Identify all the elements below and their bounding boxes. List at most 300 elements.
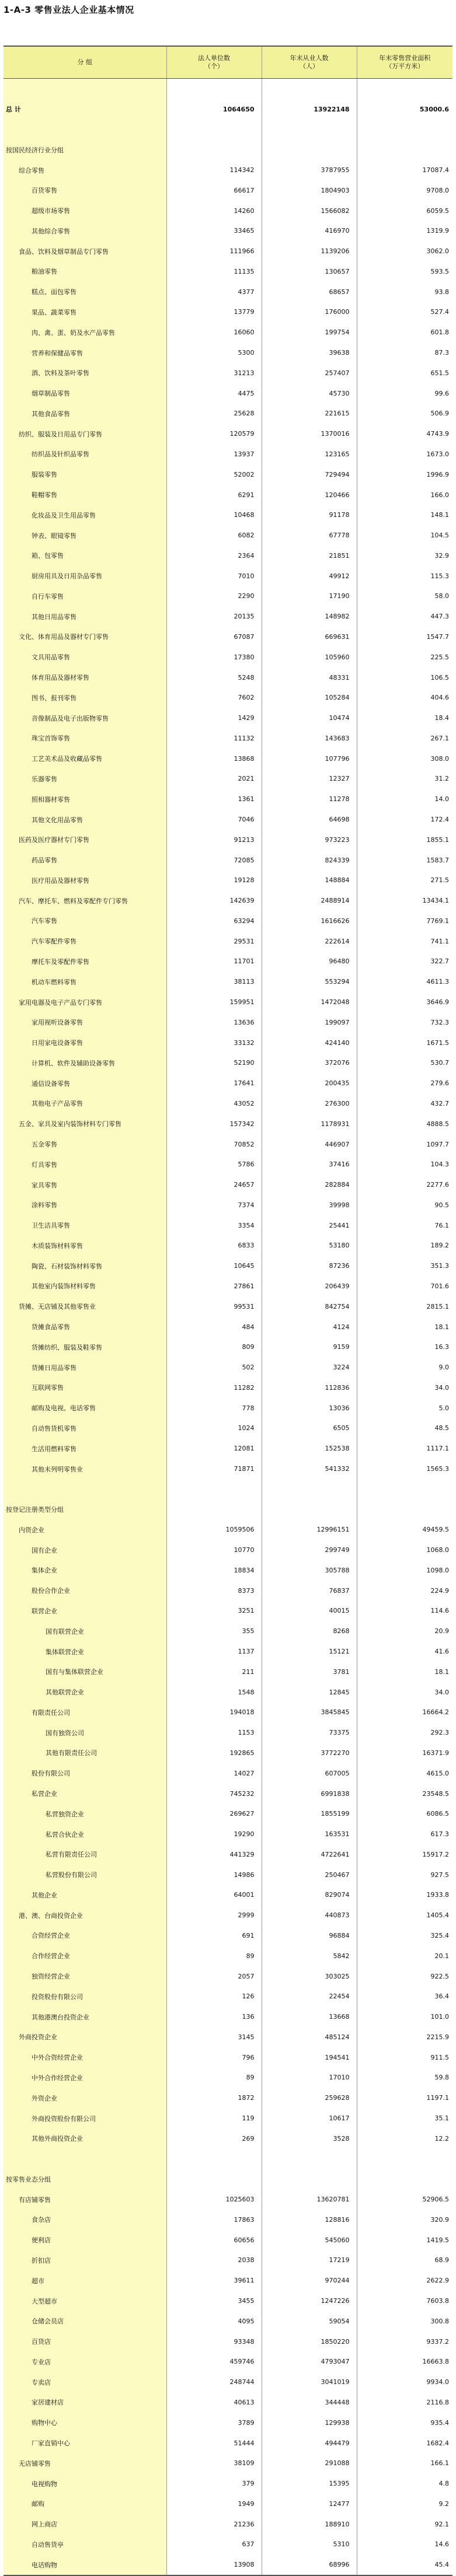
- row-units: 2038: [166, 2250, 262, 2271]
- table-row: [4, 1560, 452, 1581]
- row-label: 厂家直销中心: [4, 2433, 166, 2453]
- row-area: 12.2: [434, 2134, 449, 2142]
- row-units: 38113: [166, 971, 262, 992]
- row-employees: 416970: [262, 221, 357, 241]
- row-label: 中外合作经营企业: [4, 2068, 166, 2088]
- row-area: 1933.8: [426, 1891, 449, 1899]
- row-area: 148.1: [430, 511, 449, 519]
- row-label: 家具零售: [4, 1175, 166, 1195]
- table-row: [4, 1418, 452, 1439]
- row-employees: 76837: [262, 1581, 357, 1601]
- table-row: [4, 2047, 452, 2068]
- row-area: 1419.5: [426, 2236, 449, 2244]
- row-label: 计算机、软件及辅助设备零售: [4, 1053, 166, 1074]
- row-units: 142639: [166, 890, 262, 911]
- row-area: 1565.3: [426, 1465, 449, 1473]
- row-label: 通信设备零售: [4, 1073, 166, 1093]
- row-units: 25628: [166, 404, 262, 424]
- table-row: [4, 2494, 452, 2514]
- row-label: 电话购物: [4, 2554, 166, 2575]
- row-units: 6291: [166, 485, 262, 505]
- row-label: 其他日用品零售: [4, 606, 166, 627]
- row-label: 机动车燃料零售: [4, 971, 166, 992]
- table-row: [4, 485, 452, 505]
- row-label: 涂料零售: [4, 1195, 166, 1215]
- table-row: [4, 2169, 452, 2189]
- table-row: [4, 2535, 452, 2555]
- table-row: [4, 2108, 452, 2128]
- row-area: 53000.6: [419, 105, 449, 113]
- row-label: 日用家电设备零售: [4, 1033, 166, 1053]
- row-employees: 12996151: [262, 1519, 357, 1540]
- table-row: [4, 1905, 452, 1925]
- table-row: [4, 1641, 452, 1662]
- row-label: 合资经营企业: [4, 1925, 166, 1946]
- row-units: 5786: [166, 1154, 262, 1175]
- row-employees: 123165: [262, 444, 357, 464]
- row-employees: [262, 2149, 357, 2169]
- row-units: 502: [166, 1357, 262, 1378]
- row-label: 化妆品及卫生用品零售: [4, 505, 166, 525]
- row-employees: 5310: [262, 2535, 357, 2555]
- row-employees: [262, 1479, 357, 1500]
- row-area: 48.5: [434, 1424, 449, 1432]
- table-row: [4, 830, 452, 850]
- row-units: 441329: [166, 1844, 262, 1865]
- row-units: 4377: [166, 282, 262, 302]
- row-employees: 1566082: [262, 201, 357, 221]
- row-employees: 13620781: [262, 2189, 357, 2210]
- row-employees: 250467: [262, 1865, 357, 1885]
- row-units: 3251: [166, 1601, 262, 1621]
- row-employees: 25441: [262, 1215, 357, 1236]
- row-area: 1117.1: [426, 1445, 449, 1453]
- table-row: [4, 1134, 452, 1155]
- row-employees: 1804903: [262, 180, 357, 201]
- row-label: 自行车零售: [4, 586, 166, 607]
- row-units: [166, 79, 262, 99]
- row-employees: 152538: [262, 1438, 357, 1459]
- row-area: 224.9: [430, 1586, 449, 1595]
- row-units: 11282: [166, 1378, 262, 1398]
- table-row: [4, 1154, 452, 1175]
- row-area: 935.4: [430, 2418, 449, 2427]
- row-units: 12081: [166, 1438, 262, 1459]
- row-label: 私营企业: [4, 1784, 166, 1804]
- table-row: [4, 667, 452, 688]
- row-units: 136: [166, 2007, 262, 2027]
- row-employees: 120466: [262, 485, 357, 505]
- row-label: 纺织、服装及日用品专门零售: [4, 424, 166, 444]
- row-employees: 3528: [262, 2128, 357, 2149]
- table-row: [4, 424, 452, 444]
- row-units: 159951: [166, 992, 262, 1012]
- row-label: 烟草制品零售: [4, 383, 166, 404]
- table-row: [4, 1519, 452, 1540]
- row-units: [166, 1500, 262, 1520]
- row-area: 527.4: [430, 308, 449, 316]
- row-area: 617.3: [430, 1830, 449, 1838]
- row-units: [166, 1479, 262, 1500]
- row-units: 33465: [166, 221, 262, 241]
- row-employees: 199097: [262, 1012, 357, 1033]
- row-units: 89: [166, 2068, 262, 2088]
- table-row: [4, 1053, 452, 1074]
- row-label: 营养和保健品零售: [4, 342, 166, 363]
- row-units: 6833: [166, 1236, 262, 1256]
- header-group: 分 组: [4, 46, 166, 79]
- table-row: [4, 850, 452, 871]
- row-area: 99.6: [434, 389, 449, 397]
- row-area: 20.9: [434, 1627, 449, 1635]
- row-label: 超市: [4, 2270, 166, 2291]
- table-row: [4, 1459, 452, 1479]
- table-row: [4, 139, 452, 160]
- table-row: [4, 2250, 452, 2271]
- row-employees: 39638: [262, 342, 357, 363]
- row-employees: 1855199: [262, 1803, 357, 1824]
- row-label: 私营合伙企业: [4, 1824, 166, 1844]
- row-area: 31.2: [434, 775, 449, 783]
- row-employees: 143683: [262, 728, 357, 749]
- row-area: 292.3: [430, 1729, 449, 1737]
- table-row: [4, 627, 452, 647]
- table-row: [4, 1479, 452, 1500]
- row-label: 箱、包零售: [4, 546, 166, 566]
- row-area: 7769.1: [426, 917, 449, 925]
- row-units: 4475: [166, 383, 262, 404]
- row-employees: 1616626: [262, 911, 357, 931]
- row-area: 58.0: [434, 592, 449, 600]
- row-units: 114342: [166, 160, 262, 180]
- row-label: 中外合资经营企业: [4, 2047, 166, 2068]
- row-area: 2277.6: [426, 1181, 449, 1189]
- row-employees: [262, 1500, 357, 1520]
- table-row: [4, 1438, 452, 1459]
- table-row: [4, 302, 452, 323]
- row-employees: 973223: [262, 830, 357, 850]
- row-units: 20135: [166, 606, 262, 627]
- row-area: 1068.0: [426, 1546, 449, 1554]
- row-label: 工艺美术品及收藏品零售: [4, 749, 166, 769]
- table-row: [4, 201, 452, 221]
- row-units: 21236: [166, 2514, 262, 2535]
- row-label: 货摊纺织、服装及鞋零售: [4, 1337, 166, 1357]
- row-label: 无店铺零售: [4, 2453, 166, 2473]
- row-label: 其他室内装饰材料零售: [4, 1276, 166, 1296]
- row-employees: 105960: [262, 647, 357, 667]
- row-employees: 259628: [262, 2088, 357, 2108]
- row-units: 5248: [166, 667, 262, 688]
- row-employees: 485124: [262, 2027, 357, 2047]
- table-row: [4, 1195, 452, 1215]
- table-row: [4, 505, 452, 525]
- row-area: 18.4: [434, 714, 449, 722]
- row-units: 27861: [166, 1276, 262, 1296]
- row-area: 279.6: [430, 1079, 449, 1088]
- row-employees: 21851: [262, 546, 357, 566]
- header-area: 年末零售营业面积 （万平方米）: [357, 46, 452, 79]
- row-employees: 148884: [262, 870, 357, 890]
- row-units: 70852: [166, 1134, 262, 1155]
- row-area: 6086.5: [426, 1810, 449, 1818]
- table-row: [4, 1175, 452, 1195]
- row-area: 1098.0: [426, 1566, 449, 1574]
- table-row: [4, 444, 452, 464]
- row-area: 271.5: [430, 876, 449, 885]
- row-label: 其他联营企业: [4, 1682, 166, 1703]
- row-units: 19290: [166, 1824, 262, 1844]
- row-units: 14986: [166, 1865, 262, 1885]
- row-employees: 64698: [262, 809, 357, 830]
- row-label: 汽车、摩托车、燃料及零配件专门零售: [4, 890, 166, 911]
- table-row: [4, 687, 452, 708]
- row-area: 114.6: [430, 1607, 449, 1615]
- row-employees: 6505: [262, 1418, 357, 1439]
- row-area: 106.5: [430, 673, 449, 681]
- table-row: [4, 2007, 452, 2027]
- row-employees: 59054: [262, 2311, 357, 2332]
- row-area: 701.6: [430, 1282, 449, 1290]
- row-area: 1405.4: [426, 1911, 449, 1920]
- row-employees: 372076: [262, 1053, 357, 1074]
- row-employees: 1370016: [262, 424, 357, 444]
- row-label: [4, 1479, 166, 1500]
- row-units: 52190: [166, 1053, 262, 1074]
- row-area: 9934.0: [426, 2378, 449, 2386]
- table-row: [4, 2230, 452, 2250]
- table-row: [4, 1885, 452, 1906]
- row-units: 355: [166, 1621, 262, 1641]
- row-area: 1671.5: [426, 1039, 449, 1047]
- table-row: [4, 789, 452, 809]
- row-employees: 128816: [262, 2210, 357, 2230]
- row-employees: 10474: [262, 708, 357, 728]
- row-area: 5.0: [438, 1404, 449, 1412]
- row-employees: 6991838: [262, 1784, 357, 1804]
- row-employees: 130657: [262, 261, 357, 282]
- table-row: [4, 1946, 452, 1966]
- row-units: 5300: [166, 342, 262, 363]
- row-units: 7602: [166, 687, 262, 708]
- row-units: 40613: [166, 2392, 262, 2413]
- row-employees: 163531: [262, 1824, 357, 1844]
- row-units: 51444: [166, 2433, 262, 2453]
- row-employees: 303025: [262, 1966, 357, 1987]
- table-header: [4, 46, 452, 79]
- row-label: 其他企业: [4, 1885, 166, 1906]
- row-units: 14260: [166, 201, 262, 221]
- row-area: 17087.4: [422, 166, 449, 174]
- row-units: 7374: [166, 1195, 262, 1215]
- table-row: [4, 606, 452, 627]
- table-row: [4, 1601, 452, 1621]
- row-area: 432.7: [430, 1099, 449, 1107]
- row-employees: 1247226: [262, 2291, 357, 2311]
- table-row: [4, 2189, 452, 2210]
- row-units: 637: [166, 2535, 262, 2555]
- row-units: 1059506: [166, 1519, 262, 1540]
- row-label: 大型超市: [4, 2291, 166, 2311]
- row-label: 有限责任公司: [4, 1703, 166, 1723]
- table-row: [4, 322, 452, 342]
- row-area: 6059.5: [426, 207, 449, 215]
- table-row: [4, 99, 452, 120]
- table-row: [4, 1215, 452, 1236]
- row-area: 49459.5: [422, 1526, 449, 1534]
- row-employees: 222614: [262, 931, 357, 952]
- row-units: 2999: [166, 1905, 262, 1925]
- row-area: 52906.5: [422, 2196, 449, 2204]
- row-units: 7010: [166, 566, 262, 586]
- table-row: [4, 1662, 452, 1682]
- row-area: 9337.2: [426, 2337, 449, 2346]
- table-row: [4, 1621, 452, 1641]
- row-label: 珠宝首饰零售: [4, 728, 166, 749]
- row-label: 股份合作企业: [4, 1581, 166, 1601]
- row-area: 225.5: [430, 653, 449, 661]
- row-label: 股份有限公司: [4, 1763, 166, 1784]
- row-area: 16663.8: [422, 2358, 449, 2366]
- row-units: [166, 139, 262, 160]
- row-label: 其他文化用品零售: [4, 809, 166, 830]
- table-row: [4, 2392, 452, 2413]
- table-row: [4, 1703, 452, 1723]
- row-label: 折扣店: [4, 2250, 166, 2271]
- row-area: 32.9: [434, 551, 449, 560]
- table-row: [4, 120, 452, 140]
- row-units: 2364: [166, 546, 262, 566]
- row-employees: 112836: [262, 1378, 357, 1398]
- row-area: 41.6: [434, 1648, 449, 1656]
- row-area: 18.1: [434, 1668, 449, 1676]
- table-row: [4, 2088, 452, 2108]
- table-row: [4, 1844, 452, 1865]
- row-employees: 1472048: [262, 992, 357, 1012]
- row-employees: 729494: [262, 464, 357, 485]
- row-units: 17641: [166, 1073, 262, 1093]
- row-area: [357, 2169, 452, 2189]
- row-label: 其他外商投资企业: [4, 2128, 166, 2149]
- row-area: 45.4: [357, 2554, 452, 2575]
- table-row: [4, 1986, 452, 2007]
- row-units: 11135: [166, 261, 262, 282]
- row-label: 音像制品及电子出版物零售: [4, 708, 166, 728]
- row-employees: 87236: [262, 1256, 357, 1276]
- table-row: [4, 1296, 452, 1317]
- row-employees: 37416: [262, 1154, 357, 1175]
- row-label: 便利店: [4, 2230, 166, 2250]
- row-label: 文化、体育用品及器材专门零售: [4, 627, 166, 647]
- row-units: 269627: [166, 1803, 262, 1824]
- table-row: [4, 1093, 452, 1114]
- row-label: 邮购及电视、电话零售: [4, 1398, 166, 1418]
- row-employees: 305788: [262, 1560, 357, 1581]
- row-area: 593.5: [430, 267, 449, 275]
- row-employees: 68996: [262, 2554, 357, 2575]
- row-units: 4095: [166, 2311, 262, 2332]
- row-area: 300.8: [430, 2317, 449, 2325]
- row-employees: 299749: [262, 1540, 357, 1560]
- row-area: [357, 120, 452, 140]
- row-employees: 53180: [262, 1236, 357, 1256]
- row-label: 五金零售: [4, 1134, 166, 1155]
- row-units: 72085: [166, 850, 262, 871]
- row-employees: 49912: [262, 566, 357, 586]
- row-label: 货摊日用品零售: [4, 1357, 166, 1378]
- row-units: 269: [166, 2128, 262, 2149]
- row-label: 货摊食品零售: [4, 1317, 166, 1337]
- row-area: 4888.5: [426, 1120, 449, 1128]
- table-row: [4, 1966, 452, 1987]
- row-employees: 39998: [262, 1195, 357, 1215]
- row-label: 私营有限责任公司: [4, 1844, 166, 1865]
- table-row: [4, 1763, 452, 1784]
- row-area: 741.1: [430, 937, 449, 945]
- row-label: 其他有限责任公司: [4, 1743, 166, 1763]
- row-units: [166, 2149, 262, 2169]
- row-employees: 129938: [262, 2413, 357, 2433]
- row-area: 2815.1: [426, 1302, 449, 1310]
- row-label: 食品、饮料及烟草制品专门零售: [4, 241, 166, 261]
- row-employees: 40015: [262, 1601, 357, 1621]
- row-area: 115.3: [430, 572, 449, 580]
- row-label: 医疗用品及器材零售: [4, 870, 166, 890]
- table-row: [4, 586, 452, 607]
- row-employees: 199754: [262, 322, 357, 342]
- row-area: 322.7: [430, 957, 449, 966]
- row-employees: 107796: [262, 749, 357, 769]
- table-row: [4, 1682, 452, 1703]
- row-area: 404.6: [430, 694, 449, 702]
- table-row: [4, 160, 452, 180]
- row-label: 卫生洁具零售: [4, 1215, 166, 1236]
- row-area: 308.0: [430, 754, 449, 763]
- row-label: [4, 79, 166, 99]
- row-employees: 45730: [262, 383, 357, 404]
- row-units: 211: [166, 1662, 262, 1682]
- row-area: 20.1: [434, 1952, 449, 1960]
- row-units: 157342: [166, 1114, 262, 1134]
- row-units: 1361: [166, 789, 262, 809]
- row-employees: 200435: [262, 1073, 357, 1093]
- row-employees: [262, 2169, 357, 2189]
- row-units: 63294: [166, 911, 262, 931]
- row-employees: 13036: [262, 1398, 357, 1418]
- row-area: 13434.1: [422, 897, 449, 905]
- row-units: 67087: [166, 627, 262, 647]
- row-units: 29531: [166, 931, 262, 952]
- row-units: 13908: [166, 2554, 262, 2575]
- row-area: 34.0: [434, 1688, 449, 1696]
- row-label: 木质装饰材料零售: [4, 1236, 166, 1256]
- row-area: 530.7: [430, 1059, 449, 1067]
- row-employees: 68657: [262, 282, 357, 302]
- row-area: [357, 2149, 452, 2169]
- table-row: [4, 404, 452, 424]
- row-employees: 257407: [262, 363, 357, 383]
- row-employees: 824339: [262, 850, 357, 871]
- row-area: 4611.3: [426, 978, 449, 986]
- row-label: 总 计: [4, 99, 166, 120]
- row-employees: 5842: [262, 1946, 357, 1966]
- row-units: 10645: [166, 1256, 262, 1276]
- row-employees: 96884: [262, 1925, 357, 1946]
- row-area: 1855.1: [426, 836, 449, 844]
- table-row: [4, 2027, 452, 2047]
- row-units: 3145: [166, 2027, 262, 2047]
- row-label: 专业店: [4, 2352, 166, 2372]
